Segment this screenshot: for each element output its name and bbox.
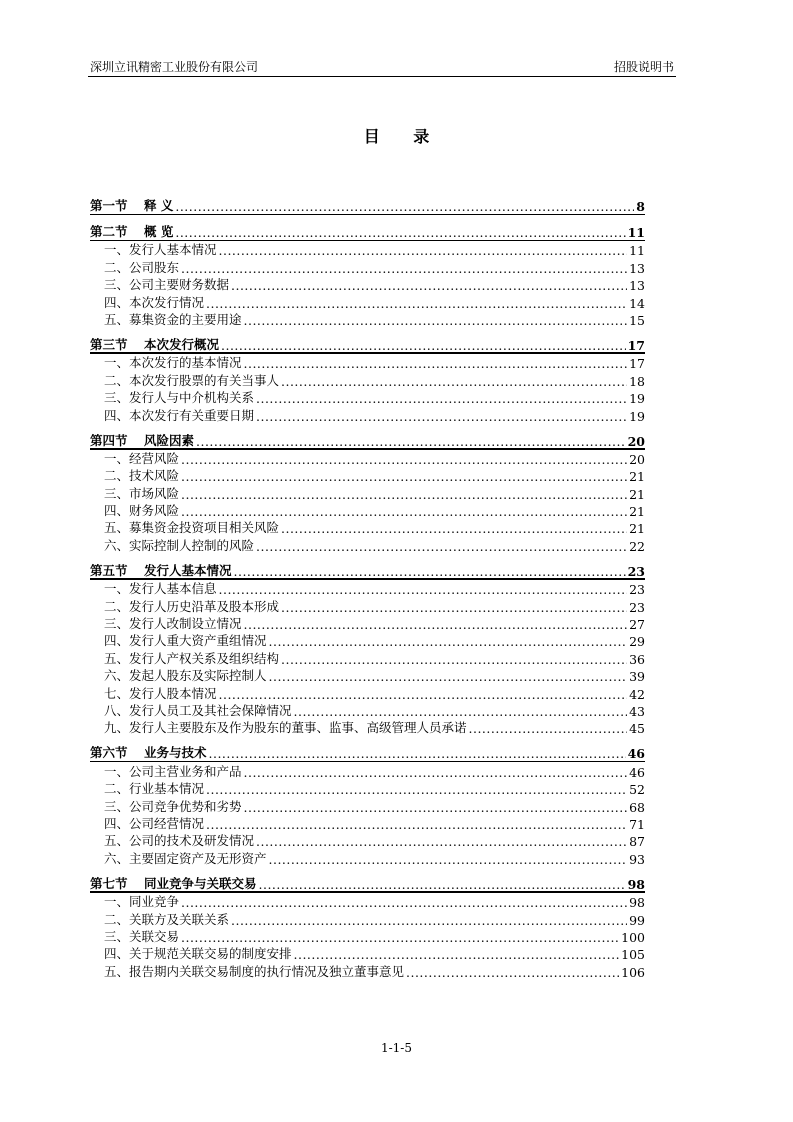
dot-leader	[196, 435, 626, 449]
toc-entry[interactable]	[90, 667, 645, 684]
entry-label: 四、关于规范关联交易的制度安排	[104, 946, 292, 962]
toc-entry[interactable]	[90, 597, 645, 614]
entry-page-number: 46	[629, 764, 645, 780]
dot-leader	[281, 653, 627, 667]
entry-page-number: 17	[629, 356, 645, 372]
entry-page-number: 22	[629, 538, 645, 554]
entry-page-number: 21	[629, 504, 645, 520]
toc-entry[interactable]	[90, 502, 645, 519]
dot-leader	[231, 279, 627, 293]
entry-page-number: 45	[629, 721, 645, 737]
entry-page-number: 27	[629, 617, 645, 633]
entry-label: 一、公司主营业务和产品	[104, 763, 242, 779]
entry-page-number: 29	[629, 634, 645, 650]
entry-page-number: 100	[621, 929, 645, 945]
section-number: 第一节	[90, 198, 128, 213]
entry-label: 三、公司竞争优势和劣势	[104, 798, 242, 814]
toc-entry[interactable]	[90, 467, 645, 484]
section-rule	[90, 352, 645, 354]
toc-entry[interactable]	[90, 649, 645, 666]
section-heading	[90, 431, 194, 449]
dot-leader	[181, 488, 627, 502]
entry-page-number: 87	[629, 834, 645, 850]
section-title: 释 义	[144, 198, 174, 213]
dot-leader	[244, 801, 628, 815]
dot-leader	[244, 766, 628, 780]
header-company-name: 深圳立讯精密工业股份有限公司	[90, 60, 259, 74]
entry-page-number: 18	[629, 373, 645, 389]
entry-label: 一、经营风险	[104, 450, 180, 466]
toc-entry[interactable]	[90, 389, 645, 406]
entry-label: 一、发行人基本信息	[104, 581, 217, 597]
entry-label: 二、本次发行股票的有关当事人	[104, 372, 280, 388]
entry-page-number: 98	[629, 895, 645, 911]
dot-leader	[259, 878, 626, 892]
section-page-number: 8	[636, 199, 645, 214]
dot-leader	[206, 783, 627, 797]
entry-page-number: 68	[629, 799, 645, 815]
dot-leader	[219, 583, 628, 597]
entry-page-number: 43	[629, 703, 645, 719]
entry-page-number: 39	[629, 669, 645, 685]
toc-entry[interactable]	[90, 241, 645, 258]
entry-label: 二、公司股东	[104, 259, 180, 275]
entry-label: 四、发行人重大资产重组情况	[104, 633, 267, 649]
toc-entry[interactable]	[90, 580, 645, 597]
page-title: 目 录	[363, 127, 444, 146]
dot-leader	[281, 601, 627, 615]
dot-leader	[231, 914, 627, 928]
dot-leader	[221, 339, 626, 353]
dot-leader	[269, 853, 628, 867]
entry-page-number: 71	[629, 816, 645, 832]
dot-leader	[256, 392, 627, 406]
entry-label: 一、本次发行的基本情况	[104, 355, 242, 371]
entry-label: 四、财务风险	[104, 503, 180, 519]
entry-label: 五、报告期内关联交易制度的执行情况及独立董事意见	[104, 963, 405, 979]
toc-entry[interactable]	[90, 615, 645, 632]
entry-page-number: 13	[629, 260, 645, 276]
dot-leader	[269, 670, 628, 684]
dot-leader	[219, 244, 628, 258]
header-document-type: 招股说明书	[613, 60, 674, 74]
section-number: 第二节	[90, 224, 128, 239]
entry-label: 六、主要固定资产及无形资产	[104, 850, 267, 866]
entry-page-number: 11	[629, 243, 645, 259]
entry-page-number: 99	[629, 912, 645, 928]
toc-section[interactable]	[90, 867, 645, 893]
dot-leader	[256, 410, 627, 424]
section-rule	[90, 891, 645, 893]
section-rule	[90, 761, 645, 763]
dot-leader	[206, 297, 627, 311]
dot-leader	[281, 375, 627, 389]
entry-label: 五、发行人产权关系及组织结构	[104, 650, 280, 666]
dot-leader	[469, 722, 628, 736]
toc-entry[interactable]	[90, 893, 645, 910]
entry-page-number: 93	[629, 851, 645, 867]
section-rule	[90, 448, 645, 450]
toc-entry[interactable]	[90, 849, 645, 866]
dot-leader	[234, 565, 626, 579]
dot-leader	[181, 453, 627, 467]
toc-entry[interactable]	[90, 832, 645, 849]
entry-page-number: 19	[629, 408, 645, 424]
dot-leader	[181, 896, 627, 910]
toc-entry[interactable]	[90, 293, 645, 310]
toc-section[interactable]	[90, 328, 645, 354]
entry-page-number: 105	[621, 947, 645, 963]
toc-entry[interactable]	[90, 632, 645, 649]
toc-entry[interactable]	[90, 719, 645, 736]
dot-leader	[294, 948, 620, 962]
entry-label: 二、行业基本情况	[104, 781, 205, 797]
page-number: 1-1-5	[380, 1041, 412, 1055]
dot-leader	[269, 635, 628, 649]
toc-section[interactable]	[90, 215, 645, 241]
entry-page-number: 42	[629, 686, 645, 702]
section-page-number: 17	[627, 337, 645, 353]
toc-entry[interactable]	[90, 945, 645, 962]
entry-label: 四、本次发行情况	[104, 294, 205, 310]
table-of-contents	[90, 189, 645, 980]
dot-leader	[181, 470, 627, 484]
entry-page-number: 52	[629, 782, 645, 798]
toc-entry[interactable]	[90, 928, 645, 945]
dot-leader	[209, 747, 626, 761]
section-title: 概 览	[144, 224, 174, 239]
toc-entry[interactable]	[90, 910, 645, 927]
entry-page-number: 21	[629, 469, 645, 485]
dot-leader	[219, 688, 628, 702]
entry-label: 六、实际控制人控制的风险	[104, 537, 255, 553]
dot-leader	[294, 705, 628, 719]
section-page-number: 46	[627, 746, 645, 762]
dot-leader	[181, 262, 627, 276]
dot-leader	[244, 314, 628, 328]
section-heading	[90, 561, 232, 579]
page-header	[88, 58, 676, 77]
section-title: 本次发行概况	[144, 336, 220, 352]
entry-page-number: 13	[629, 278, 645, 294]
section-rule	[90, 240, 645, 242]
entry-label: 八、发行人员工及其社会保障情况	[104, 702, 292, 718]
entry-label: 三、公司主要财务数据	[104, 277, 230, 293]
entry-label: 三、发行人改制设立情况	[104, 616, 242, 632]
dot-leader	[244, 357, 628, 371]
toc-section[interactable]	[90, 554, 645, 580]
entry-page-number: 14	[629, 295, 645, 311]
toc-entry[interactable]	[90, 684, 645, 701]
toc-entry[interactable]	[90, 797, 645, 814]
entry-label: 七、发行人股本情况	[104, 685, 217, 701]
entry-label: 五、募集资金的主要用途	[104, 311, 242, 327]
section-heading	[90, 196, 173, 214]
entry-page-number: 15	[629, 312, 645, 328]
toc-entry[interactable]	[90, 450, 645, 467]
toc-entry[interactable]	[90, 484, 645, 501]
section-title: 风险因素	[144, 432, 195, 448]
toc-entry[interactable]	[90, 702, 645, 719]
section-page-number: 20	[627, 433, 645, 449]
toc-entry[interactable]	[90, 276, 645, 293]
toc-entry[interactable]	[90, 354, 645, 371]
entry-page-number: 20	[629, 451, 645, 467]
entry-page-number: 21	[629, 486, 645, 502]
toc-entry[interactable]	[90, 311, 645, 328]
dot-leader	[256, 540, 627, 554]
entry-label: 三、关联交易	[104, 928, 180, 944]
dot-leader	[175, 226, 625, 240]
entry-label: 五、募集资金投资项目相关风险	[104, 520, 280, 536]
section-title: 同业竞争与关联交易	[144, 875, 257, 891]
dot-leader	[175, 200, 634, 214]
toc-entry[interactable]	[90, 815, 645, 832]
dot-leader	[244, 618, 628, 632]
toc-entry[interactable]	[90, 962, 645, 979]
dot-leader	[206, 818, 627, 832]
dot-leader	[256, 835, 627, 849]
section-title: 业务与技术	[144, 745, 207, 761]
entry-label: 二、关联方及关联关系	[104, 911, 230, 927]
toc-entry[interactable]	[90, 762, 645, 779]
section-page-number: 98	[627, 876, 645, 892]
toc-entry[interactable]	[90, 780, 645, 797]
dot-leader	[281, 522, 627, 536]
toc-section[interactable]	[90, 189, 645, 215]
entry-page-number: 36	[629, 651, 645, 667]
section-heading	[90, 222, 173, 240]
section-number: 第六节	[90, 745, 128, 761]
section-rule	[90, 578, 645, 580]
section-number: 第五节	[90, 562, 128, 578]
dot-leader	[181, 931, 619, 945]
toc-entry[interactable]	[90, 406, 645, 423]
entry-label: 一、同业竞争	[104, 894, 180, 910]
section-title: 发行人基本情况	[144, 562, 232, 578]
dot-leader	[181, 505, 627, 519]
toc-section[interactable]	[90, 736, 645, 762]
toc-entry[interactable]	[90, 258, 645, 275]
section-number: 第四节	[90, 432, 128, 448]
section-heading	[90, 874, 257, 892]
section-page-number: 11	[627, 225, 645, 240]
entry-label: 四、公司经营情况	[104, 815, 205, 831]
section-heading	[90, 743, 207, 761]
entry-page-number: 21	[629, 521, 645, 537]
entry-label: 三、市场风险	[104, 485, 180, 501]
entry-page-number: 106	[621, 964, 645, 980]
toc-entry[interactable]	[90, 519, 645, 536]
entry-label: 五、公司的技术及研发情况	[104, 833, 255, 849]
entry-page-number: 23	[629, 599, 645, 615]
entry-page-number: 19	[629, 391, 645, 407]
section-number: 第七节	[90, 875, 128, 891]
toc-entry[interactable]	[90, 371, 645, 388]
section-number: 第三节	[90, 336, 128, 352]
toc-entry[interactable]	[90, 536, 645, 553]
dot-leader	[406, 966, 619, 980]
entry-label: 二、发行人历史沿革及股本形成	[104, 598, 280, 614]
section-heading	[90, 335, 219, 353]
entry-label: 四、本次发行有关重要日期	[104, 407, 255, 423]
section-page-number: 23	[627, 563, 645, 579]
entry-label: 九、发行人主要股东及作为股东的董事、监事、高级管理人员承诺	[104, 720, 467, 736]
entry-label: 三、发行人与中介机构关系	[104, 390, 255, 406]
entry-label: 一、发行人基本情况	[104, 242, 217, 258]
entry-label: 二、技术风险	[104, 468, 180, 484]
entry-label: 六、发起人股东及实际控制人	[104, 668, 267, 684]
toc-section[interactable]	[90, 424, 645, 450]
entry-page-number: 23	[629, 582, 645, 598]
